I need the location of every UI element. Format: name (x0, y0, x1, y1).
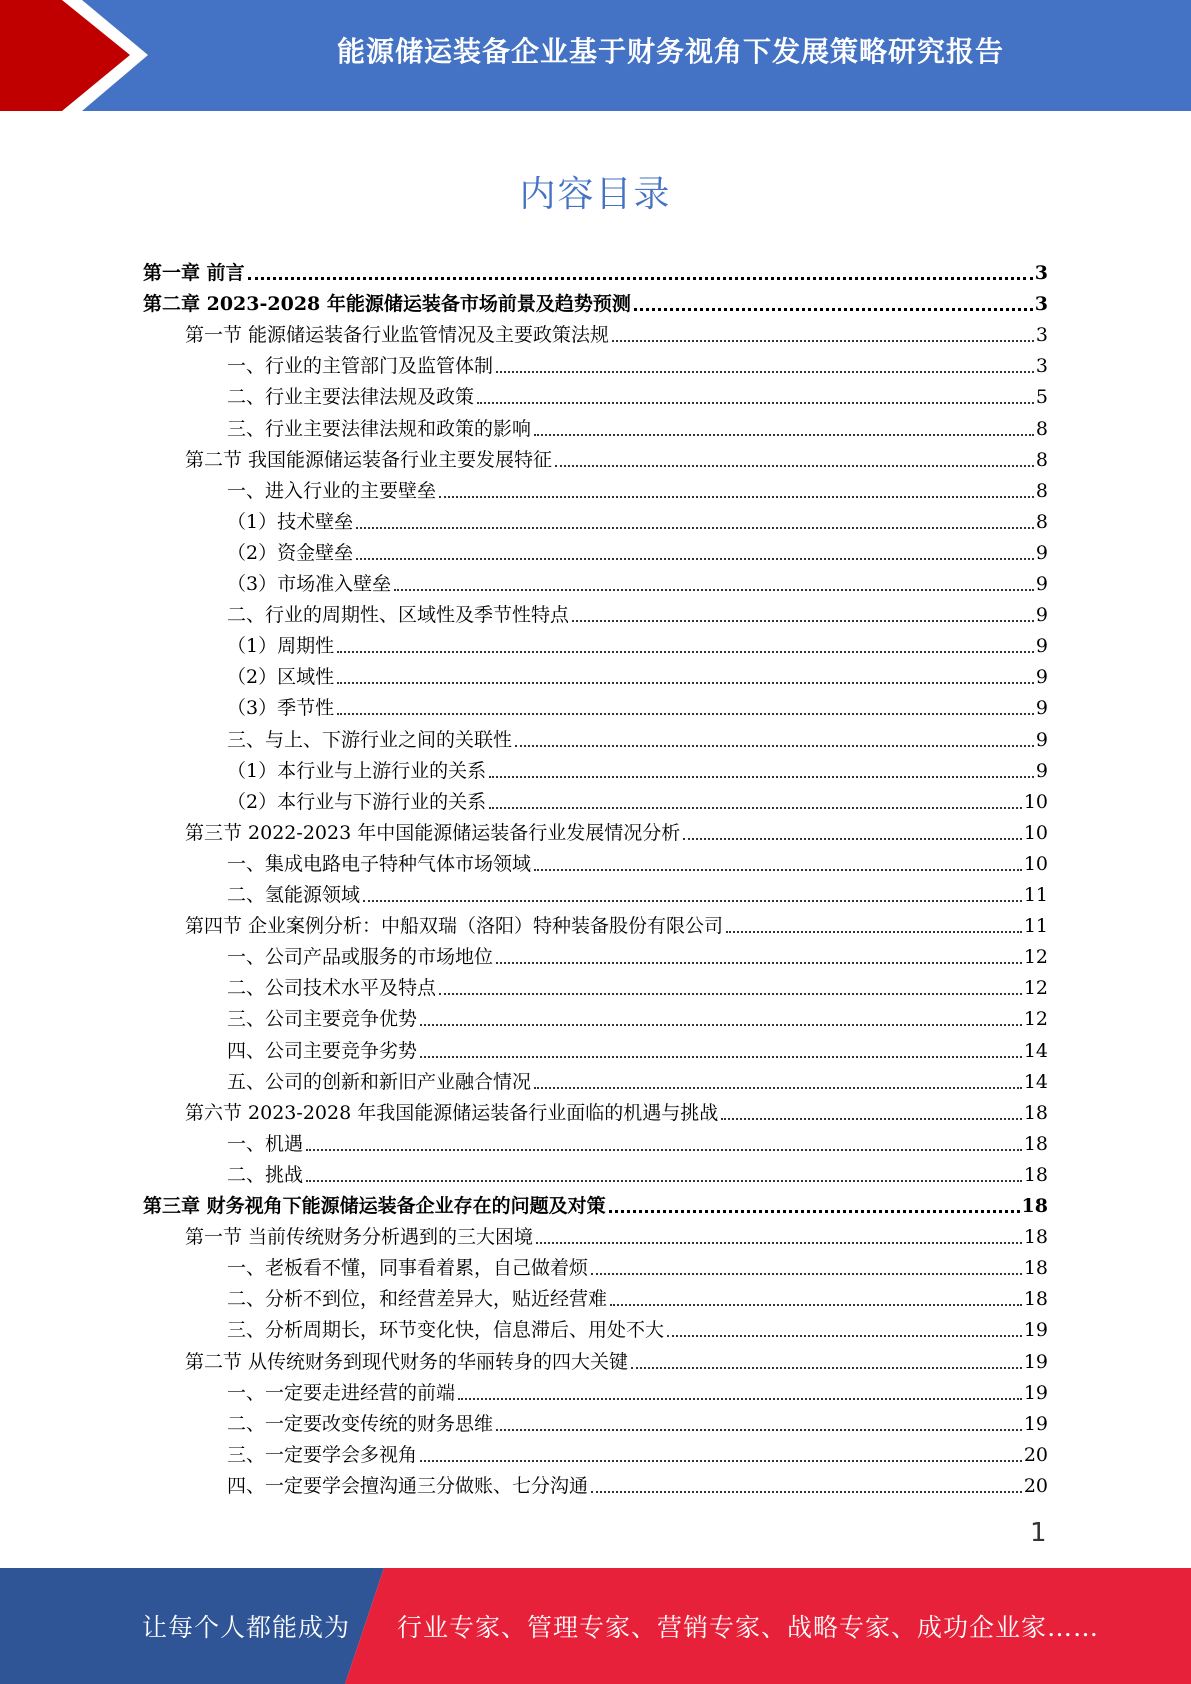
toc-entry[interactable] (227, 1156, 1048, 1187)
toc-entry-label: 第一章 前言 (143, 262, 245, 284)
toc-dot-leader (591, 1491, 1022, 1493)
toc-entry-page: 12 (1023, 1008, 1048, 1031)
toc-entry-page: 9 (1035, 728, 1048, 751)
toc-entry[interactable] (227, 1032, 1048, 1063)
toc-entry-label: 第一节 能源储运装备行业监管情况及主要政策法规 (185, 324, 610, 347)
toc-dot-leader (515, 745, 1034, 747)
toc-entry-label: 第六节 2023-2028 年我国能源储运装备行业面临的机遇与挑战 (185, 1101, 719, 1124)
toc-dot-leader (496, 1429, 1022, 1431)
toc-entry[interactable] (227, 410, 1048, 441)
toc-entry-label: 三、与上、下游行业之间的关联性 (227, 728, 513, 751)
toc-entry[interactable] (185, 814, 1048, 845)
page-number: 1 (1030, 1518, 1047, 1548)
toc-entry-label: （1）本行业与上游行业的关系 (227, 759, 487, 782)
toc-entry-label: 五、公司的创新和新旧产业融合情况 (227, 1070, 532, 1093)
toc-entry-page: 9 (1035, 541, 1048, 564)
toc-dot-leader (337, 682, 1034, 684)
toc-entry[interactable] (227, 1436, 1048, 1467)
toc-entry-page: 19 (1023, 1350, 1048, 1373)
toc-entry-label: 第二节 从传统财务到现代财务的华丽转身的四大关键 (185, 1350, 629, 1373)
toc-entry-page: 10 (1023, 790, 1048, 813)
toc-heading: 内容目录 (519, 174, 672, 215)
toc-dot-leader (631, 1367, 1022, 1369)
toc-entry[interactable] (143, 285, 1048, 316)
toc-entry-label: （2）本行业与下游行业的关系 (227, 790, 487, 813)
toc-entry-page: 18 (1023, 1288, 1048, 1311)
toc-dot-leader (534, 1087, 1022, 1089)
toc-dot-leader (306, 1149, 1022, 1151)
toc-entry-label: 一、集成电路电子特种气体市场领域 (227, 852, 532, 875)
toc-entry[interactable] (227, 596, 1048, 627)
toc-dot-leader (489, 776, 1034, 778)
toc-entry-page: 9 (1035, 573, 1048, 595)
toc-entry-page: 12 (1023, 946, 1048, 969)
toc-dot-leader (439, 496, 1034, 498)
toc-entry-page: 12 (1023, 977, 1048, 1000)
toc-entry-label: 第三节 2022-2023 年中国能源储运装备行业发展情况分析 (185, 821, 681, 844)
toc-entry[interactable] (143, 1187, 1048, 1218)
toc-dot-leader (534, 869, 1022, 871)
toc-entry-label: 第二章 2023-2028 年能源储运装备市场前景及趋势预测 (143, 293, 631, 316)
footer-slogan-left: 让每个人都能成为 (142, 1613, 351, 1642)
toc-entry-page: 9 (1035, 604, 1048, 627)
toc-entry-page: 19 (1023, 1381, 1048, 1404)
toc-entry-label: （3）市场准入壁垒 (227, 573, 392, 595)
toc-entry-label: 一、行业的主管部门及监管体制 (227, 355, 494, 378)
toc-entry-label: 二、行业主要法律法规及政策 (227, 386, 475, 409)
toc-entry-page: 5 (1035, 386, 1048, 409)
toc-entry-label: 第三章 财务视角下能源储运装备企业存在的问题及对策 (143, 1195, 606, 1217)
toc-entry[interactable] (185, 441, 1048, 472)
toc-entry-page: 18 (1023, 1163, 1048, 1186)
toc-entry-label: （2）资金壁垒 (227, 541, 354, 564)
toc-entry-page: 9 (1035, 666, 1048, 689)
toc-dot-leader (420, 1460, 1022, 1462)
toc-entry-label: 一、老板看不懂，同事看着累，自己做着烦 (227, 1257, 589, 1280)
toc-entry-page: 11 (1023, 884, 1048, 906)
toc-entry[interactable] (185, 1218, 1048, 1249)
toc-entry-page: 3 (1035, 324, 1048, 347)
toc-entry[interactable] (227, 1249, 1048, 1280)
toc-entry[interactable] (227, 565, 1048, 596)
toc-dot-leader (536, 1242, 1022, 1244)
toc-dot-leader (356, 527, 1034, 529)
toc-entry-page: 9 (1035, 697, 1048, 720)
toc-entry-page: 8 (1035, 479, 1048, 502)
toc-entry-page: 3 (1034, 262, 1048, 284)
toc-entry[interactable] (227, 1374, 1048, 1405)
toc-entry-label: （1）周期性 (227, 635, 335, 658)
toc-dot-leader (572, 620, 1034, 622)
toc-entry-label: 二、公司技术水平及特点 (227, 977, 437, 1000)
toc-entry[interactable] (227, 752, 1048, 783)
toc-dot-leader (726, 931, 1022, 933)
report-title: 能源储运装备企业基于财务视角下发展策略研究报告 (336, 35, 1004, 68)
toc-entry-page: 8 (1035, 448, 1048, 471)
toc-entry-label: 二、分析不到位，和经营差异大，贴近经营难 (227, 1288, 608, 1311)
toc-entry[interactable] (227, 1280, 1048, 1311)
toc-dot-leader (394, 589, 1034, 591)
toc-entry-label: 四、一定要学会擅沟通三分做账、七分沟通 (227, 1474, 589, 1497)
toc-dot-leader (496, 371, 1034, 373)
toc-entry[interactable] (227, 689, 1048, 720)
toc-dot-leader (477, 402, 1034, 404)
toc-dot-leader (610, 1304, 1022, 1306)
toc-entry[interactable] (227, 1063, 1048, 1094)
toc-dot-leader (248, 277, 1033, 280)
toc-entry[interactable] (227, 845, 1048, 876)
toc-entry-page: 18 (1023, 1132, 1048, 1155)
toc-entry[interactable] (227, 938, 1048, 969)
toc-dot-leader (356, 558, 1034, 560)
toc-entry[interactable] (143, 254, 1048, 285)
toc-entry-label: 第一节 当前传统财务分析遇到的三大困境 (185, 1226, 534, 1249)
toc-entry[interactable] (227, 658, 1048, 689)
toc-entry-page: 14 (1023, 1070, 1048, 1093)
toc-dot-leader (337, 713, 1034, 715)
toc-entry-page: 18 (1023, 1101, 1048, 1124)
toc-entry-page: 9 (1035, 635, 1048, 658)
toc-entry-label: 第二节 我国能源储运装备行业主要发展特征 (185, 448, 553, 471)
toc-dot-leader (496, 962, 1022, 964)
toc-dot-leader (721, 1118, 1022, 1120)
toc-dot-leader (337, 651, 1034, 653)
toc-entry-page: 10 (1023, 852, 1048, 875)
toc-dot-leader (555, 465, 1034, 467)
toc-entry[interactable] (227, 1405, 1048, 1436)
toc-entry-label: 一、机遇 (227, 1132, 304, 1155)
toc-dot-leader (420, 1056, 1022, 1058)
toc-entry-page: 19 (1023, 1319, 1048, 1342)
toc-entry[interactable] (227, 1000, 1048, 1031)
toc-entry[interactable] (227, 472, 1048, 503)
toc-entry-page: 11 (1023, 915, 1048, 938)
toc-dot-leader (306, 1180, 1022, 1182)
toc-entry-label: 二、挑战 (227, 1163, 304, 1186)
toc-entry-page: 18 (1021, 1195, 1048, 1217)
toc-entry[interactable] (185, 1343, 1048, 1374)
toc-entry-label: 三、公司主要竞争优势 (227, 1008, 418, 1031)
toc-entry-label: 一、公司产品或服务的市场地位 (227, 946, 494, 969)
footer-slogan-right: 行业专家、管理专家、营销专家、战略专家、成功企业家…… (397, 1613, 1100, 1642)
toc-entry-label: 二、一定要改变传统的财务思维 (227, 1412, 494, 1435)
toc-entry-page: 19 (1023, 1412, 1048, 1435)
toc-entry-page: 20 (1023, 1443, 1048, 1466)
toc-entry-label: 四、公司主要竞争劣势 (227, 1039, 418, 1062)
toc-entry[interactable] (227, 347, 1048, 378)
toc-entry[interactable] (185, 907, 1048, 938)
page-footer (0, 1568, 1191, 1684)
toc-entry-label: 三、分析周期长，环节变化快，信息滞后、用处不大 (227, 1319, 665, 1342)
toc-entry[interactable] (227, 783, 1048, 814)
toc-entry-label: （2）区域性 (227, 666, 335, 689)
toc-entry[interactable] (227, 969, 1048, 1000)
toc-entry-page: 3 (1035, 355, 1048, 378)
toc-dot-leader (683, 838, 1022, 840)
toc-entry-page: 3 (1034, 293, 1048, 316)
toc-entry[interactable] (185, 1094, 1048, 1125)
toc-entry[interactable] (227, 876, 1048, 907)
toc-dot-leader (609, 1210, 1020, 1213)
toc-entry-label: 一、一定要走进经营的前端 (227, 1381, 456, 1404)
toc-entry[interactable] (227, 1467, 1048, 1498)
page-header (0, 0, 1191, 111)
toc-entry[interactable] (227, 378, 1048, 409)
toc-entry[interactable] (227, 1125, 1048, 1156)
toc-entry[interactable] (227, 721, 1048, 752)
toc-dot-leader (612, 340, 1034, 342)
toc-dot-leader (439, 993, 1022, 995)
toc-entry-page: 14 (1023, 1039, 1048, 1062)
toc-dot-leader (591, 1273, 1022, 1275)
toc-dot-leader (420, 1024, 1022, 1026)
toc-entry-label: （3）季节性 (227, 697, 335, 720)
toc-entry[interactable] (227, 1311, 1048, 1342)
toc-entry-label: 二、行业的周期性、区域性及季节性特点 (227, 604, 570, 627)
toc-entry-label: 二、氢能源领域 (227, 884, 361, 906)
toc-dot-leader (489, 807, 1022, 809)
toc-entry-page: 10 (1023, 821, 1048, 844)
toc-entry-page: 18 (1023, 1226, 1048, 1249)
toc-entry-label: 一、进入行业的主要壁垒 (227, 479, 437, 502)
toc-entry-page: 20 (1023, 1474, 1048, 1497)
toc-entry-page: 8 (1035, 417, 1048, 440)
toc-entry[interactable] (227, 534, 1048, 565)
toc-entry-label: 第四节 企业案例分析：中船双瑞（洛阳）特种装备股份有限公司 (185, 915, 724, 938)
toc-dot-leader (667, 1335, 1022, 1337)
toc-entry-label: （1）技术壁垒 (227, 510, 354, 533)
toc-entry-page: 9 (1035, 759, 1048, 782)
toc-entry-label: 三、一定要学会多视角 (227, 1443, 418, 1466)
toc-dot-leader (458, 1398, 1022, 1400)
toc-dot-leader (534, 434, 1034, 436)
toc-entry[interactable] (227, 627, 1048, 658)
toc-entry-page: 8 (1035, 510, 1048, 533)
toc-entry-label: 三、行业主要法律法规和政策的影响 (227, 417, 532, 440)
toc-dot-leader (634, 308, 1033, 311)
toc-entry[interactable] (185, 316, 1048, 347)
toc-entry[interactable] (227, 503, 1048, 534)
toc-dot-leader (363, 900, 1022, 902)
toc-entry-page: 18 (1023, 1257, 1048, 1280)
